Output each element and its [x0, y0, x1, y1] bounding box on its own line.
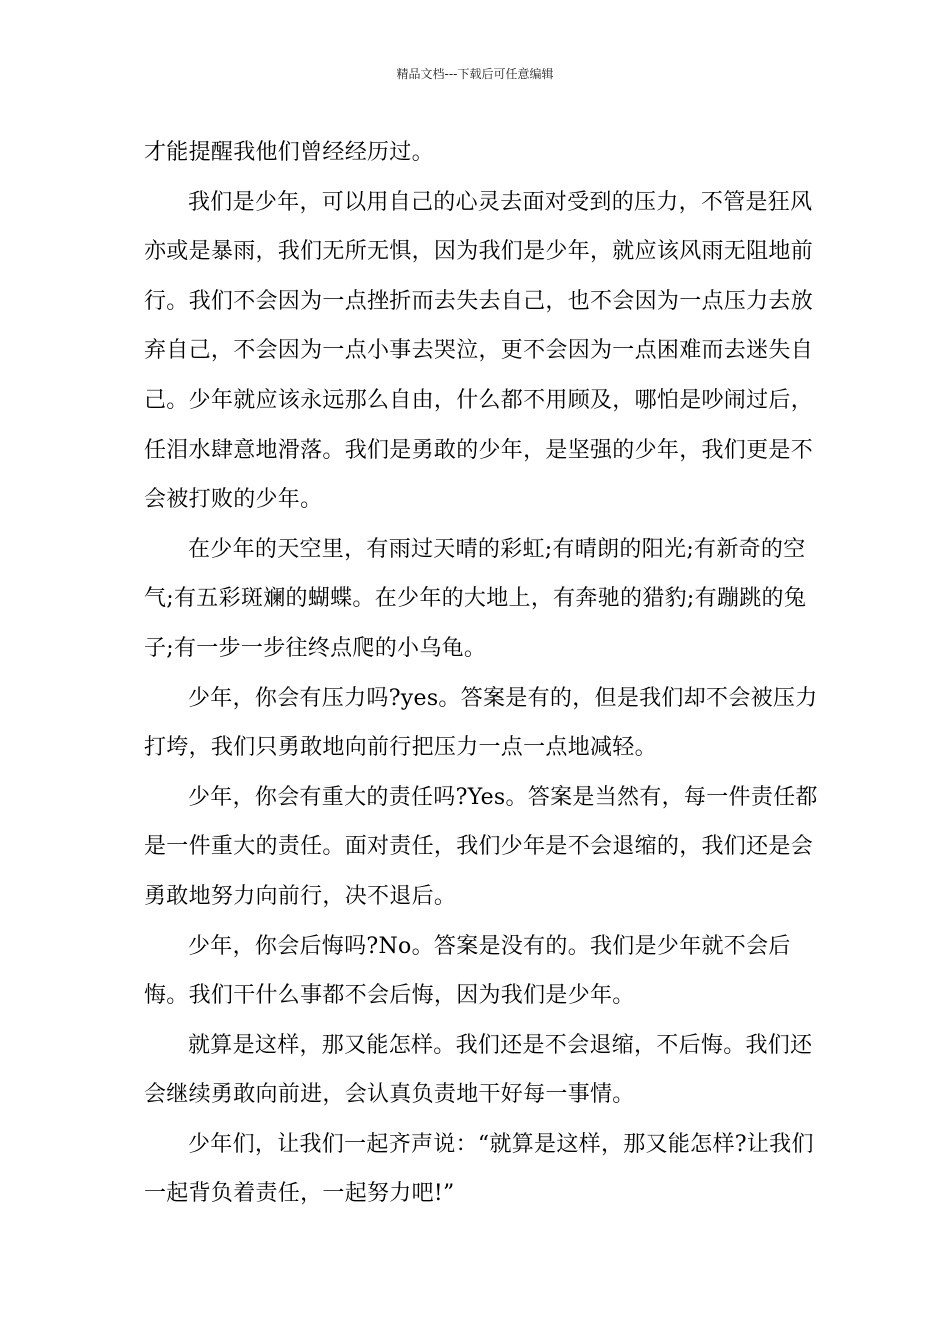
- paragraph: 就算是这样，那又能怎样。我们还是不会退缩，不后悔。我们还会继续勇敢向前进，会认真负责地干好每一事情。: [144, 1032, 813, 1108]
- paragraph: 少年，你会后悔吗?No。答案是没有的。我们是少年就不会后悔。我们干什么事都不会后悔，因为我们是少年。: [144, 933, 791, 1009]
- paragraph: 少年们，让我们一起齐声说：“就算是这样，那又能怎样?让我们一起背负着责任，一起努力吧!”: [144, 1131, 814, 1207]
- page-header: 精品文档---下载后可任意编辑: [396, 67, 554, 81]
- document-body: [144, 128, 824, 1219]
- paragraph: 在少年的天空里，有雨过天晴的彩虹;有晴朗的阳光;有新奇的空气;有五彩斑斓的蝴蝶。在少年的大地上，有奔驰的猎豹;有蹦跳的兔子;有一步一步往终点爬的小乌龟。: [144, 536, 807, 661]
- paragraph: 少年，你会有重大的责任吗?Yes。答案是当然有，每一件责任都是一件重大的责任。面对责任，我们少年是不会退缩的，我们还是会勇敢地努力向前行，决不退后。: [144, 784, 818, 909]
- paragraph: 少年，你会有压力吗?yes。答案是有的，但是我们却不会被压力打垮，我们只勇敢地向前行把压力一点一点地减轻。: [144, 685, 818, 761]
- paragraph: 我们是少年，可以用自己的心灵去面对受到的压力，不管是狂风亦或是暴雨，我们无所无惧，因为我们是少年，就应该风雨无阻地前行。我们不会因为一点挫折而去失去自己，也不会因为一点压力去放弃自己，不会因为一点小事去哭泣，更不会因为一点困难而去迷失自己。少年就应该永远那么自由，什么都不用顾及，哪怕是吵闹过后，任泪水肆意地滑落。我们是勇敢的少年，是坚强的少年，我们更是不会被打败的少年。: [144, 189, 814, 513]
- paragraph: 才能提醒我他们曾经经历过。: [144, 140, 434, 165]
